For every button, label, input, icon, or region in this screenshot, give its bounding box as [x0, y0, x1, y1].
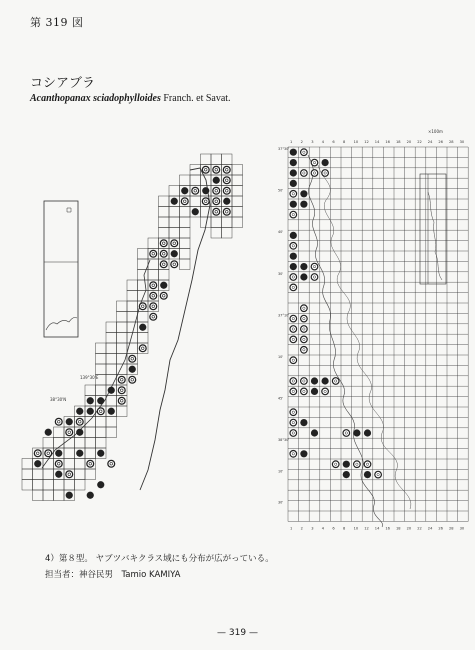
map-grid-cell — [232, 186, 243, 197]
chart-filled-dot — [290, 169, 297, 176]
x-tick-label-top: 6 — [332, 140, 335, 144]
map-grid-cell — [138, 312, 149, 323]
x-tick-label-bottom: 18 — [396, 526, 401, 531]
chart-open-ring — [332, 378, 339, 385]
x-tick-label-top: 2 — [300, 140, 303, 144]
open-occurrence-ring — [213, 166, 220, 173]
filled-occurrence-dot — [66, 492, 73, 499]
chart-open-ring — [311, 274, 318, 281]
x-tick-label-top: 12 — [364, 140, 369, 144]
chart-filled-dot — [300, 419, 307, 426]
open-occurrence-ring — [202, 166, 209, 173]
open-occurrence-ring — [118, 387, 125, 394]
filled-occurrence-dot — [97, 481, 104, 488]
open-occurrence-ring — [150, 250, 157, 257]
map-grid-cell — [106, 427, 117, 438]
chart-open-ring — [290, 326, 297, 333]
chart-open-ring — [301, 170, 308, 177]
chart-open-ring — [301, 149, 308, 156]
chart-filled-dot — [322, 159, 329, 166]
map-grid-cell — [180, 228, 191, 239]
chart-open-ring — [332, 461, 339, 468]
x-tick-label-bottom: 6 — [332, 526, 335, 531]
chart-open-ring — [290, 419, 297, 426]
map-grid-cell — [159, 228, 170, 239]
x-tick-label-top: 30 — [459, 140, 465, 144]
chart-filled-dot — [311, 429, 318, 436]
map-grid-cell — [96, 354, 107, 365]
chart-filled-dot — [300, 190, 307, 197]
chart-open-ring — [290, 274, 297, 281]
chart-open-ring — [290, 430, 297, 437]
map-grid-cell — [75, 459, 86, 470]
chart-open-ring — [290, 357, 297, 364]
map-grid-cell — [54, 480, 65, 491]
open-occurrence-ring — [213, 198, 220, 205]
map-grid-cell — [106, 333, 117, 344]
map-grid-cell — [180, 238, 191, 249]
x-tick-label-bottom: 22 — [417, 526, 422, 531]
x-tick-label-bottom: 16 — [385, 526, 390, 531]
filled-occurrence-dot — [213, 177, 220, 184]
footnote: 4）第８型。 ヤブツバキクラス域にも分布が広がっている。 — [45, 554, 274, 564]
map-grid-cell — [148, 270, 159, 281]
chart-open-ring — [290, 315, 297, 322]
latitude-label: 10' — [278, 355, 284, 359]
map-grid-cell — [211, 228, 222, 239]
open-occurrence-ring — [160, 292, 167, 299]
lon-label-2: 38°30'N — [50, 397, 67, 402]
filled-occurrence-dot — [223, 198, 230, 205]
map-grid-cell — [127, 322, 138, 333]
x-axis-ticks-top — [290, 140, 465, 144]
filled-occurrence-dot — [34, 460, 41, 467]
map-grid-cell — [43, 438, 54, 449]
open-occurrence-ring — [55, 418, 62, 425]
filled-occurrence-dot — [181, 187, 188, 194]
chart-filled-dot — [290, 180, 297, 187]
map-grid-cell — [117, 322, 128, 333]
chart-open-ring — [290, 211, 297, 218]
open-occurrence-ring — [150, 313, 157, 320]
open-occurrence-ring — [55, 460, 62, 467]
species-latin-name — [30, 93, 231, 104]
map-grid-cell — [96, 438, 107, 449]
map-grid-cell — [117, 301, 128, 312]
inset-chart — [420, 172, 450, 292]
filled-occurrence-dot — [87, 408, 94, 415]
map-grid-cell — [159, 196, 170, 207]
map-grid-cell — [159, 217, 170, 228]
map-grid-cell — [169, 228, 180, 239]
latitude-label: 10' — [278, 469, 284, 474]
map-grid-cell — [159, 207, 170, 218]
map-grid-cell — [85, 417, 96, 428]
map-grid-cell — [33, 480, 44, 491]
chart-open-ring — [301, 326, 308, 333]
chart-open-ring — [301, 336, 308, 343]
latin-authority: Franch. et Savat. — [163, 93, 231, 104]
filled-occurrence-dot — [55, 471, 62, 478]
filled-occurrence-dot — [108, 387, 115, 394]
map-grid-cell — [127, 301, 138, 312]
open-occurrence-ring — [129, 355, 136, 362]
map-grid-cell — [64, 448, 75, 459]
map-grid-cell — [117, 343, 128, 354]
map-grid-cell — [180, 259, 191, 270]
map-grid-cell — [201, 154, 212, 165]
x-tick-label-bottom: 26 — [438, 526, 443, 531]
latitude-label: 30' — [278, 271, 284, 276]
map-grid-cell — [211, 154, 222, 165]
open-occurrence-ring — [139, 303, 146, 310]
x-tick-label-top: 14 — [374, 140, 380, 144]
x-tick-label-bottom: 30 — [459, 526, 465, 531]
x-tick-label-bottom: 24 — [427, 526, 433, 531]
map-grid-cell — [138, 280, 149, 291]
map-grid-cell — [64, 459, 75, 470]
x-tick-label-top: 22 — [417, 140, 422, 144]
latin-binomial: Acanthopanax sciadophylloides — [30, 93, 161, 104]
chart-open-ring — [322, 388, 329, 395]
map-grid-cell — [43, 490, 54, 501]
open-occurrence-ring — [223, 166, 230, 173]
open-occurrence-ring — [223, 187, 230, 194]
chart-filled-dot — [311, 377, 318, 384]
chart-open-ring — [290, 451, 297, 458]
latitude-label: 50' — [278, 188, 284, 193]
filled-occurrence-dot — [171, 198, 178, 205]
x-tick-label-top: 4 — [321, 140, 325, 144]
distribution-grid-map — [20, 150, 270, 510]
map-grid-cell — [190, 175, 201, 186]
map-grid-cell — [117, 312, 128, 323]
map-grid-cell — [138, 270, 149, 281]
top-scale-label: ×100m — [428, 129, 443, 134]
map-grid-cell — [138, 249, 149, 260]
chart-filled-dot — [290, 201, 297, 208]
x-tick-label-top: 26 — [438, 140, 443, 144]
chart-filled-dot — [343, 461, 350, 468]
map-grid-cell — [106, 322, 117, 333]
filled-occurrence-dot — [129, 366, 136, 373]
latitude-label: 38°30' — [278, 438, 290, 443]
open-occurrence-ring — [160, 261, 167, 268]
map-grid-cell — [22, 480, 33, 491]
open-occurrence-ring — [150, 282, 157, 289]
open-occurrence-ring — [223, 208, 230, 215]
chart-open-ring — [290, 336, 297, 343]
map-grid-cell — [106, 364, 117, 375]
map-grid-cell — [222, 217, 233, 228]
map-grid-cell — [54, 490, 65, 501]
map-grid-cell — [190, 196, 201, 207]
chart-filled-dot — [343, 471, 350, 478]
open-occurrence-ring — [87, 460, 94, 467]
chart-open-ring — [364, 461, 371, 468]
map-grid-cell — [85, 469, 96, 480]
open-occurrence-ring — [45, 450, 52, 457]
chart-open-ring — [343, 430, 350, 437]
open-occurrence-ring — [213, 187, 220, 194]
chart-open-ring — [290, 409, 297, 416]
map-grid-cell — [106, 417, 117, 428]
map-grid-cell — [232, 207, 243, 218]
x-tick-label-top: 10 — [353, 140, 359, 144]
filled-occurrence-dot — [45, 429, 52, 436]
map-grid-cell — [159, 270, 170, 281]
map-grid-cell — [96, 417, 107, 428]
map-grid-cell — [96, 343, 107, 354]
x-tick-label-top: 8 — [343, 140, 346, 144]
x-tick-label-bottom: 8 — [343, 526, 346, 531]
map-grid-cell — [222, 154, 233, 165]
chart-open-ring — [354, 461, 361, 468]
open-occurrence-ring — [192, 187, 199, 194]
coastline — [42, 168, 210, 490]
map-grid-cell — [75, 469, 86, 480]
filled-occurrence-dot — [76, 408, 83, 415]
map-grid-cell — [232, 196, 243, 207]
open-occurrence-ring — [202, 198, 209, 205]
map-grid-cell — [222, 228, 233, 239]
filled-occurrence-dot — [139, 324, 146, 331]
filled-occurrence-dot — [76, 450, 83, 457]
open-occurrence-ring — [171, 240, 178, 247]
chart-open-ring — [311, 159, 318, 166]
map-grid-cell — [96, 364, 107, 375]
map-grid-cell — [232, 217, 243, 228]
open-occurrence-ring — [66, 429, 73, 436]
latitude-label: 37°30' — [278, 147, 290, 151]
chart-open-ring — [290, 191, 297, 198]
map-grid-cell — [169, 207, 180, 218]
map-grid-cell — [117, 364, 128, 375]
map-grid-cell — [106, 343, 117, 354]
x-tick-label-bottom: 1 — [290, 526, 293, 531]
x-tick-label-top: 18 — [396, 140, 401, 144]
chart-open-ring — [301, 315, 308, 322]
chart-filled-dot — [311, 388, 318, 395]
chart-open-ring — [290, 388, 297, 395]
chart-open-ring — [311, 263, 318, 270]
map-grid-cell — [85, 438, 96, 449]
open-occurrence-ring — [129, 376, 136, 383]
map-grid-cell — [64, 480, 75, 491]
map-grid-cell — [43, 469, 54, 480]
open-occurrence-ring — [118, 397, 125, 404]
open-occurrence-ring — [34, 450, 41, 457]
chart-open-ring — [301, 378, 308, 385]
chart-filled-dot — [364, 471, 371, 478]
x-tick-label-bottom: 2 — [300, 526, 303, 531]
x-tick-label-top: 3 — [311, 140, 314, 144]
filled-occurrence-dot — [108, 408, 115, 415]
x-tick-label-top: 24 — [427, 140, 433, 144]
author-line: 担当者：神谷民男 Tamio KAMIYA — [45, 570, 181, 580]
elevation-curves — [308, 155, 411, 527]
chart-filled-dot — [290, 232, 297, 239]
chart-filled-dot — [290, 159, 297, 166]
map-grid-cell — [211, 217, 222, 228]
map-grid-cell — [22, 459, 33, 470]
chart-filled-dot — [353, 429, 360, 436]
chart-filled-dot — [300, 273, 307, 280]
open-occurrence-ring — [171, 261, 178, 268]
filled-occurrence-dot — [76, 429, 83, 436]
map-grid-cell — [169, 186, 180, 197]
filled-occurrence-dot — [55, 450, 62, 457]
page-number: — 319 — — [217, 628, 258, 638]
filled-occurrence-dot — [97, 450, 104, 457]
x-tick-label-bottom: 10 — [353, 526, 359, 531]
chart-open-ring — [290, 243, 297, 250]
chart-filled-dot — [290, 263, 297, 270]
map-grid-cell — [54, 438, 65, 449]
x-tick-label-top: 16 — [385, 140, 390, 144]
filled-occurrence-dot — [202, 187, 209, 194]
x-tick-label-bottom: 28 — [449, 526, 454, 531]
map-grid-cell — [148, 238, 159, 249]
open-occurrence-ring — [76, 418, 83, 425]
x-axis-ticks-bottom — [290, 526, 465, 530]
filled-occurrence-dot — [192, 208, 199, 215]
lon-label-1: 139°30'E — [80, 375, 99, 380]
map-grid-cell — [22, 469, 33, 480]
map-grid-cell — [85, 427, 96, 438]
filled-occurrence-dot — [171, 250, 178, 257]
chart-filled-dot — [300, 450, 307, 457]
map-grid-cell — [127, 291, 138, 302]
map-grid-cell — [54, 427, 65, 438]
map-grid-cell — [180, 249, 191, 260]
map-grid-cell — [43, 480, 54, 491]
chart-open-ring — [301, 388, 308, 395]
map-grid-cell — [180, 207, 191, 218]
map-grid-cell — [106, 354, 117, 365]
species-japanese-name: コシアブラ — [30, 76, 96, 91]
x-tick-label-top: 1 — [290, 140, 293, 144]
x-tick-label-bottom: 20 — [406, 526, 412, 531]
latitude-label: 30' — [278, 500, 284, 505]
open-occurrence-ring — [150, 303, 157, 310]
x-tick-label-top: 28 — [449, 140, 454, 144]
map-grid-cell — [127, 280, 138, 291]
figure-number: 第 319 図 — [30, 16, 84, 29]
chart-open-ring — [322, 170, 329, 177]
open-occurrence-ring — [118, 376, 125, 383]
chart-filled-dot — [322, 377, 329, 384]
x-tick-label-top: 20 — [406, 140, 412, 144]
map-grid-cell — [33, 469, 44, 480]
filled-occurrence-dot — [87, 397, 94, 404]
open-occurrence-ring — [160, 250, 167, 257]
open-occurrence-ring — [139, 345, 146, 352]
chart-filled-dot — [364, 429, 371, 436]
x-tick-label-bottom: 4 — [321, 526, 325, 531]
filled-occurrence-dot — [160, 282, 167, 289]
map-grid-cell — [180, 217, 191, 228]
open-occurrence-ring — [108, 460, 115, 467]
map-grid-cell — [232, 175, 243, 186]
open-occurrence-ring — [181, 198, 188, 205]
chart-filled-dot — [290, 253, 297, 260]
map-grid-cell — [106, 396, 117, 407]
chart-filled-dot — [290, 149, 297, 156]
open-occurrence-ring — [97, 408, 104, 415]
chart-open-ring — [290, 378, 297, 385]
open-occurrence-ring — [160, 240, 167, 247]
map-grid-cell — [75, 438, 86, 449]
chart-open-ring — [301, 305, 308, 312]
map-grid-cell — [117, 406, 128, 417]
chart-open-ring — [301, 347, 308, 354]
chart-filled-dot — [300, 201, 307, 208]
filled-occurrence-dot — [97, 397, 104, 404]
map-grid-cell — [169, 217, 180, 228]
open-occurrence-ring — [223, 177, 230, 184]
filled-occurrence-dot — [87, 492, 94, 499]
map-grid-cell — [138, 333, 149, 344]
map-grid-cell — [96, 385, 107, 396]
map-grid-cell — [33, 490, 44, 501]
chart-filled-dot — [300, 263, 307, 270]
map-grid-cell — [138, 291, 149, 302]
map-grid-cell — [117, 333, 128, 344]
open-occurrence-ring — [213, 208, 220, 215]
latitude-label: 45' — [278, 396, 284, 401]
map-grid-cell — [96, 427, 107, 438]
latitude-label: 40' — [278, 230, 284, 235]
map-grid-cell — [85, 385, 96, 396]
map-grid-cell — [75, 480, 86, 491]
open-occurrence-ring — [66, 471, 73, 478]
map-grid-cell — [180, 175, 191, 186]
map-grid-cell — [43, 459, 54, 470]
chart-open-ring — [311, 170, 318, 177]
latitude-label: 37°10' — [278, 313, 290, 318]
filled-occurrence-dot — [66, 418, 73, 425]
x-tick-label-bottom: 3 — [311, 526, 314, 531]
chart-open-ring — [290, 284, 297, 291]
map-grid-cell — [232, 165, 243, 176]
x-tick-label-bottom: 12 — [364, 526, 369, 531]
open-occurrence-ring — [150, 292, 157, 299]
x-tick-label-bottom: 14 — [374, 526, 380, 531]
map-grid-cell — [85, 448, 96, 459]
chart-open-ring — [375, 471, 382, 478]
